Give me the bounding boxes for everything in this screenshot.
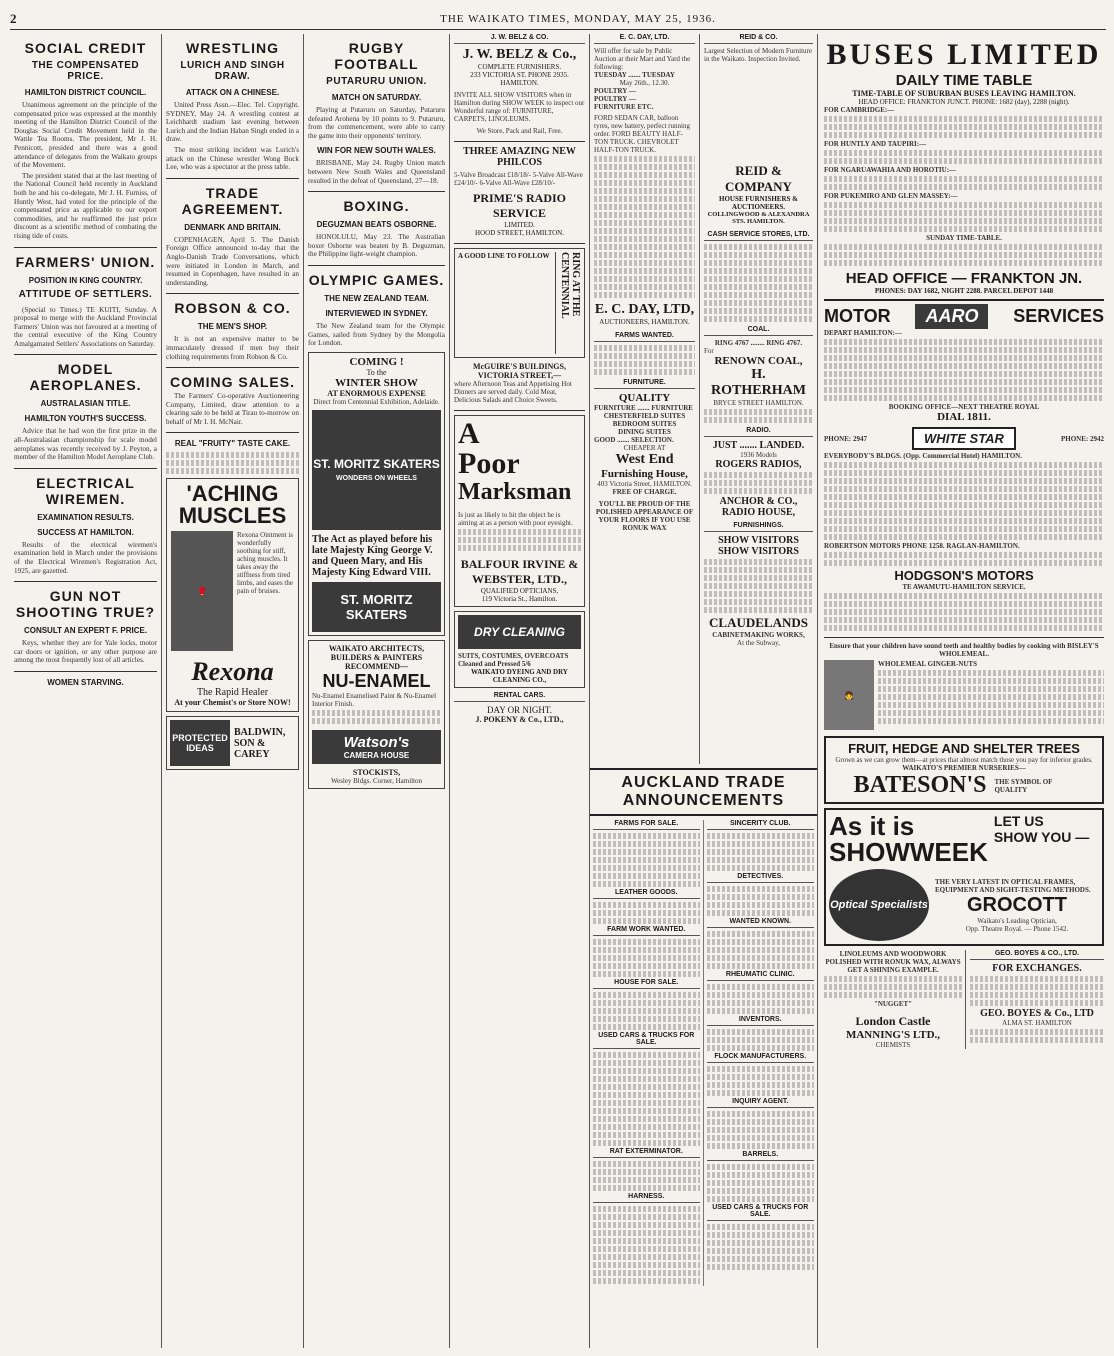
ad-line: COMING ! — [349, 355, 404, 368]
headline-electrical-wiremen: ELECTRICAL WIREMEN. — [36, 474, 135, 507]
headline-trade-agreement: TRADE AGREEMENT. — [181, 184, 284, 217]
ad-text: Nu-Enamel Enamelised Paint & Nu-Enamel Interior Finish. — [312, 691, 437, 708]
fruit-text: Grown as we can grow them—at prices that almost match those you pay for inferior grades. — [835, 756, 1093, 764]
ad-text: For — [704, 347, 714, 355]
banner-left: MOTOR — [824, 306, 891, 326]
auckland-section — [590, 764, 818, 1348]
logo-subtext: CAMERA HOUSE — [343, 750, 410, 760]
article-text: Unanimous agreement on the principle of the compensated price was expressed at the monthly meeting of the Hamilton District Council of the Douglas Social Credit Movement held in the Wattle Tea Rooms. The president, Mr J. H. Pennicott, presided and there was a good attendance of delegates from the Waikato groups of the Movement. — [14, 101, 157, 170]
ad-tagline: The Rapid Healer — [196, 687, 269, 699]
ad-head: FURNITURE. — [594, 379, 695, 389]
banner-right: SERVICES — [1013, 306, 1104, 326]
classified-head: HARNESS. — [593, 1193, 700, 1203]
kicker: REAL "FRUITY" TASTE CAKE. — [174, 439, 291, 449]
kicker: HAMILTON DISTRICT COUNCIL. — [24, 88, 147, 97]
column-5 — [590, 34, 700, 764]
masthead — [10, 8, 1106, 30]
head-office: HEAD OFFICE — FRANKTON JN. — [845, 270, 1083, 287]
bisley-intro: Ensure that your children have sound teeth and healthy bodies by cooking with BISLEY'S WHOLEMEAL. — [829, 642, 1099, 658]
patent-ad — [166, 716, 299, 770]
fruit-title: FRUIT, HEDGE AND SHELTER TREES — [848, 741, 1080, 756]
boyes-address: ALMA ST. HAMILTON — [1002, 1019, 1072, 1027]
ad-head: FARMS WANTED. — [594, 332, 695, 342]
ad-name: Furnishing House, — [601, 468, 688, 480]
booking-office: BOOKING OFFICE—NEXT THEATRE ROYAL — [888, 403, 1040, 411]
ad-text: SUITS, COSTUMES, OVERCOATS Cleaned and Pressed 5/6 — [458, 652, 569, 668]
kicker: INTERVIEWED IN SYDNEY. — [325, 308, 428, 318]
nursery-name: WAIKATO'S PREMIER NURSERIES— — [902, 764, 1026, 772]
ad-head: RENTAL CARS. — [454, 692, 585, 702]
grocott-text: THE VERY LATEST IN OPTICAL FRAMES, EQUIPMENT AND SIGHT-TESTING METHODS. — [935, 877, 1091, 894]
ad-address: COLLINGWOOD & ALEXANDRA STS. HAMILTON. — [707, 211, 810, 225]
grocott-ad — [824, 808, 1104, 946]
column-1 — [10, 34, 162, 1348]
article-text: The Farmers' Co-operative Auctioneering Company, Limited, draw attention to a clearing sale to be held at Tirau to-morrow on behalf of Mr I. H. McNair. — [166, 392, 299, 426]
article-text: (Special to Times.) TE KUITI, Sunday. A proposal to merge with the Auckland Provincial Farmers' Union was not favoured at a meeting of the central executive of the King Country Amalgamated Settlers' Associations on Saturday. — [14, 305, 157, 348]
dry-cleaning-ad — [454, 611, 585, 688]
ad-title: QUALITY — [618, 392, 671, 404]
headline-rugby: RUGBY FOOTBALL — [334, 40, 419, 72]
ad-title: RENOWN COAL, — [714, 355, 803, 367]
nu-enamel-ad — [308, 640, 445, 789]
article-text: BRISBANE, May 24. Rugby Union match between New South Wales and Queensland resulted in the defeat of Queensland, 27—18. — [308, 159, 445, 185]
primes-address: HOOD STREET, HAMILTON. — [475, 229, 564, 237]
ronuk-ad: LINOLEUMS AND WOODWORK POLISHED WITH RONUK WAX, ALWAYS GET A SHINING EXAMPLE. — [825, 950, 961, 974]
classified-head: USED CARS & TRUCKS FOR SALE. — [707, 1204, 815, 1221]
classified-head: FARMS FOR SALE. — [593, 820, 700, 830]
ad-name: CLAUDELANDS — [709, 615, 808, 630]
ad-line: To the — [366, 367, 387, 377]
masthead-title: THE WAIKATO TIMES, MONDAY, MAY 25, 1936. — [440, 12, 716, 25]
article-text: The president stated that at the last meeting of the National Council held recently in Auckland both he and his co-delegate, Mr J. H. Furniss, of Huntly West, had voted for the principle of the compensated price as applicable to our export commodities, and he reaffirmed the just price discount as a scientific method of combating the rising tide of costs. — [14, 171, 157, 240]
route-head: EVERYBODY'S BLDGS. (Opp. Commercial Hotel) HAMILTON. — [824, 452, 1022, 460]
bottom-ads — [824, 950, 1104, 1049]
ad-head: FURNISHINGS. — [704, 522, 813, 532]
kicker: WOMEN STARVING. — [47, 678, 124, 687]
kicker: THE MEN'S SHOP. — [197, 322, 268, 332]
ad-name: H. ROTHERHAM — [711, 367, 806, 398]
headline-wrestling: WRESTLING — [186, 40, 279, 56]
boyes-name: GEO. BOYES & Co., LTD — [980, 1008, 1094, 1019]
ad-sub: 1936 Models — [740, 451, 777, 459]
ad-footer: STOCKISTS, — [352, 767, 401, 777]
headline-social-credit: SOCIAL CREDIT — [24, 40, 147, 56]
kicker: EXAMINATION RESULTS. — [37, 512, 134, 522]
headline-farmers-union: FARMERS' UNION. — [15, 253, 156, 270]
auckland-col-left — [590, 820, 704, 1286]
watsons-logo — [312, 730, 441, 764]
furniture-line: DINING SUITES — [618, 428, 671, 436]
classified-head: INVENTORS. — [707, 1016, 815, 1026]
column-3 — [304, 34, 450, 1348]
skaters-banner: ST. MORITZ SKATERS — [312, 582, 441, 632]
timetable-line: HEAD OFFICE: FRANKTON JUNCT. PHONE: 1682 (day), 2288 (night). — [858, 98, 1070, 106]
ad-head: E. C. DAY, LTD. — [594, 34, 695, 44]
ad-letter: A — [458, 417, 480, 450]
ad-name: REID & COMPANY — [725, 163, 792, 194]
auction-line: POULTRY — — [594, 95, 636, 103]
ad-head: J. W. BELZ & CO. — [454, 34, 585, 44]
ad-name: E. C. DAY, LTD, — [594, 302, 695, 317]
ad-line: SHOW VISITORS — [718, 546, 799, 557]
classified-head: LEATHER GOODS. — [593, 889, 700, 899]
good-line-ad — [454, 248, 585, 358]
ad-intro: Will offer for sale by Public Auction at their Mart and Yard the following: — [594, 47, 691, 71]
route-head: FOR HUNTLY AND TAUPIRI:— — [824, 140, 927, 148]
article-text: It is not an expensive matter to be immaculately dressed if men buy their clothing requirements from Robson & Co. — [166, 335, 299, 361]
classified-head: SINCERITY CLUB. — [707, 820, 815, 830]
auction-line: May 26th., 12.30. — [619, 79, 670, 87]
route-head: FOR NGARUAWAHIA AND HOROTIU:— — [824, 166, 957, 174]
rexona-brand: Rexona — [191, 657, 274, 687]
bateson-name: BATESON'S — [853, 772, 987, 798]
ad-title: J. W. BELZ & Co., — [462, 47, 577, 62]
section-title: AUCKLAND TRADE ANNOUNCEMENTS — [590, 768, 817, 816]
ad-name: J. POKENY & Co., LTD., — [475, 715, 564, 724]
ad-sub: CABINETMAKING WORKS, — [712, 631, 805, 639]
ad-title: NU-ENAMEL — [322, 670, 431, 691]
phone-left: PHONE: 2947 — [824, 434, 867, 443]
ad-sub: HOUSE FURNISHERS & AUCTIONEERS. — [719, 195, 798, 211]
classified-head: FLOCK MANUFACTURERS. — [707, 1053, 815, 1063]
ad-head: GEO. BOYES & CO., LTD. — [970, 950, 1104, 960]
ad-text: FORD SEDAN CAR, balloon tyres, new battery, perfect running order. FORD BEAUTY HALF-TON TRUCK. CHEVROLET HALF-TON TRUCK. — [594, 114, 690, 154]
ad-text: YOU'LL BE PROUD OF THE POLISHED APPEARANCE OF YOUR FLOORS IF YOU USE RONUK WAX — [595, 500, 694, 532]
classified-head: INQUIRY AGENT. — [707, 1098, 815, 1108]
aaro-logo: AARO — [915, 304, 988, 329]
column-2 — [162, 34, 304, 1348]
mother-illustration: 👧 — [824, 660, 874, 730]
patent-name: BALDWIN, SON & CAREY — [234, 726, 286, 760]
headline-coming-sales: COMING SALES. — [169, 374, 295, 391]
classified-head: FARM WORK WANTED. — [593, 926, 700, 936]
ad-word: Poor — [458, 447, 520, 480]
ad-line: Direct from Centennial Exhibition, Adelaide. — [313, 397, 440, 406]
article-text: United Press Assn.—Elec. Tel. Copyright. SYDNEY, May 24. A wrestling contest at Leichhardt stadium last evening between Lurich and the Indian Haban Singh ended in a draw. — [166, 101, 299, 144]
balfour-name: BALFOUR IRVINE & WEBSTER, LTD., — [460, 557, 579, 586]
ad-title: A GOOD LINE TO FOLLOW — [458, 252, 550, 260]
column-6 — [700, 34, 818, 764]
ad-footer: We Store, Pack and Rail, Free. — [476, 127, 563, 135]
article-text: The most striking incident was Lurich's attack on the Chinese wrestler Wong Buck Lee, who was a spectator at the press table. — [166, 145, 299, 172]
page-number: 2 — [10, 10, 17, 26]
article-text: Keys, whether they are for Yale locks, motor car doors or ignition, or any other purpose are among the most frequently lost of all articles. — [14, 639, 157, 665]
ad-address: Wesley Bldgs. Corner, Hamilton — [330, 776, 423, 785]
exchanges-title: FOR EXCHANGES. — [992, 963, 1082, 974]
ad-head: RADIO. — [704, 427, 813, 437]
furniture-line: GOOD ....... SELECTION. — [594, 436, 674, 444]
nugget: "NUGGET" — [873, 1000, 913, 1008]
kicker: ATTACK ON A CHINESE. — [185, 88, 280, 97]
ad-banner: DRY CLEANING — [458, 615, 581, 649]
classified-head: RAT EXTERMINATOR. — [593, 1148, 700, 1158]
ad-line: SHOW VISITORS — [718, 535, 799, 546]
article-text: Results of the electrical wiremen's examination held in March under the provisions of the Electrical Wiremen's Registration Act, 1925, are gazetted. — [14, 540, 157, 575]
auction-line: POULTRY — — [594, 87, 636, 95]
sunday-head: SUNDAY TIME-TABLE. — [926, 234, 1002, 242]
article-text: HONOLULU, May 23. The Australian boxer Osborne was beaten by B. Deguzman, the Philippine light-weight champion. — [308, 233, 445, 259]
ad-name: ANCHOR & CO., — [719, 496, 798, 507]
kicker: DENMARK AND BRITAIN. — [184, 222, 281, 232]
ad-line: SHOW YOU — — [993, 829, 1090, 845]
ad-footer: CHEAPER AT — [623, 444, 666, 452]
ad-head: WAIKATO ARCHITECTS, BUILDERS & PAINTERS RECOMMEND— — [328, 643, 425, 671]
article-text: Advice that he had won the first prize in the all-Australasian championship for scale model aeroplanes was recently received by J. Peyton, a member of the Hamilton Model Aeroplane Club. — [14, 427, 157, 462]
primes-name: PRIME'S RADIO SERVICE — [472, 191, 566, 220]
castle-name: London Castle — [855, 1014, 931, 1028]
head-office-phone: PHONES: DAY 1682, NIGHT 2288. PARCEL DEPOT 1448 — [874, 287, 1054, 295]
classified-head: WANTED KNOWN. — [707, 918, 815, 928]
phone-right: PHONE: 2942 — [1061, 434, 1104, 443]
auction-line: TUESDAY ....... TUESDAY — [594, 71, 675, 79]
classified-head: BARRELS. — [707, 1151, 815, 1161]
classified-head: DETECTIVES. — [707, 873, 815, 883]
white-star-banner — [824, 427, 1104, 450]
philco-title: THREE AMAZING NEW PHILCOS — [463, 146, 576, 168]
ad-intro: Largest Selection of Modern Furniture in the Waikato. Inspection Invited. — [704, 47, 812, 63]
patent-title: PROTECTED IDEAS — [170, 720, 230, 766]
column-7 — [820, 34, 1108, 1348]
subhead: THE COMPENSATED PRICE. — [31, 60, 140, 82]
ad-title: 'ACHING MUSCLES — [178, 481, 287, 529]
ad-line: SHOWWEEK — [829, 837, 988, 867]
ad-line: As it is — [829, 811, 915, 841]
article-text: Playing at Putaruru on Saturday, Putaruru defeated Arohena by 10 points to 9. Putaruru, from the commencement, were able to carry the game into their opponents' territory. — [308, 106, 445, 140]
article-text: COPENHAGEN, April 5. The Danish Foreign Office announced to-day that the Anglo-Danish Trade Conversations, which were initiated in London in March, and resumed in Copenhagen, have resulted in an understanding. — [166, 235, 299, 287]
rexona-ad — [166, 478, 299, 712]
marksman-ad — [454, 415, 585, 607]
bisley-ad — [824, 660, 1104, 730]
route-head: FOR PUKEMIRO AND GLEN MASSEY:— — [824, 192, 958, 200]
classified-head: USED CARS & TRUCKS FOR SALE. — [593, 1032, 700, 1049]
kicker: DEGUZMAN BEATS OSBORNE. — [316, 220, 437, 230]
ad-brand: ROGERS RADIOS, — [715, 459, 802, 470]
route-head: FOR CAMBRIDGE:— — [824, 106, 895, 114]
kicker: WIN FOR NEW SOUTH WALES. — [317, 146, 436, 156]
kicker: AUSTRALASIAN TITLE. — [40, 399, 131, 409]
kicker: CONSULT AN EXPERT F. PRICE. — [23, 626, 148, 636]
primes-sub: LIMITED. — [504, 221, 535, 229]
ad-name: West End — [615, 452, 674, 467]
auction-line: FURNITURE ETC. — [594, 103, 654, 111]
optical-logo: Optical Specialists — [829, 869, 929, 941]
logo-text: Watson's — [343, 733, 410, 751]
hodgson-sub: TE AWAMUTU-HAMILTON SERVICE. — [902, 583, 1026, 591]
classified-head: HOUSE FOR SALE. — [593, 979, 700, 989]
ad-text: where Afternoon Teas and Appetising Hot Dinners are served daily. Cold Meat, Delicious Salads and Choice Sweets. — [454, 380, 572, 404]
kicker: POSITION IN KING COUNTRY. — [28, 275, 143, 285]
ad-line: AT ENORMOUS EXPENSE — [327, 388, 426, 398]
ad-caption: The Act as played before his late Majesty King George V. and Queen Mary, and His Majesty King Edward VIII. — [312, 533, 433, 578]
grocott-sub: Waikato's Leading Optician, — [977, 916, 1057, 925]
ad-text: INVITE ALL SHOW VISITORS when in Hamilton during SHOW WEEK to inspect our Wonderful range of: FURNITURE, CARPETS, LINOLEUMS. — [454, 91, 585, 123]
headline-gun: GUN NOT SHOOTING TRUE? — [15, 588, 156, 621]
bisley-title: WHOLEMEAL GINGER-NUTS — [878, 660, 977, 668]
bateson-ad — [824, 736, 1104, 804]
balfour-sub: QUALIFIED OPTICIANS, — [480, 587, 559, 595]
ad-name: RADIO HOUSE, — [721, 507, 796, 518]
kicker: THE NEW ZEALAND TEAM. — [324, 293, 429, 303]
grocott-address: Opp. Theatre Royal. — Phone 1542. — [965, 924, 1069, 933]
ad-address: 233 VICTORIA ST. PHONE 2935. — [470, 71, 569, 79]
furniture-line: FURNITURE ....... FURNITURE — [594, 404, 693, 412]
headline-boxing: BOXING. — [343, 198, 410, 215]
aaro-banner — [824, 299, 1104, 329]
ad-text: DAY OR NIGHT. — [487, 705, 552, 715]
ad-footer: At your Chemist's or Store NOW! — [174, 698, 291, 708]
mannings-name: MANNING'S LTD., — [845, 1029, 941, 1041]
kicker: SUCCESS AT HAMILTON. — [37, 527, 134, 537]
kicker: HAMILTON YOUTH'S SUCCESS. — [24, 414, 147, 424]
ad-address: BRYCE STREET HAMILTON. — [713, 399, 804, 407]
ad-line: LET US — [993, 813, 1044, 829]
skaters-ad — [308, 352, 445, 636]
balfour-address: 119 Victoria St., Hamilton. — [481, 595, 558, 603]
ad-word: Marksman — [458, 479, 572, 505]
philco-prices: 5-Valve Broadcast £18/18/- 5-Valve All-Wave £24/10/- 6-Valve All-Wave £28/10/- — [454, 171, 583, 187]
kicker: MATCH ON SATURDAY. — [331, 93, 422, 102]
ad-name: McGUIRE'S BUILDINGS, VICTORIA STREET,— — [473, 362, 566, 380]
ad-head: CASH SERVICE STORES, LTD. — [704, 231, 813, 241]
auction-lines — [594, 71, 695, 111]
timetable-subtitle: DAILY TIME TABLE — [895, 72, 1033, 89]
photo-caption: ST. MORITZ SKATERS — [313, 457, 440, 472]
headline-robson: ROBSON & CO. — [174, 300, 291, 317]
ad-line: WINTER SHOW — [335, 376, 418, 389]
auckland-col-right — [704, 820, 818, 1286]
hodgson-name: HODGSON'S MOTORS — [894, 568, 1034, 583]
subhead: ATTITUDE OF SETTLERS. — [18, 288, 153, 300]
ad-text: Rexona Ointment is wonderfully soothing for stiff, aching muscles. It takes away the stiffness from tired limbs, and eases the pain of bruises. — [237, 531, 293, 596]
furniture-line: CHESTERFIELD SUITES — [603, 412, 686, 420]
ad-name: WAIKATO DYEING AND DRY CLEANING CO., — [471, 668, 568, 684]
vertical-banner: RING AT THE CENTENNIAL — [555, 252, 581, 354]
subhead: LURICH AND SINGH DRAW. — [180, 60, 285, 82]
headline-model-aeroplanes: MODEL AEROPLANES. — [29, 361, 142, 394]
ad-city: HAMILTON. — [500, 79, 539, 87]
classified-head: RHEUMATIC CLINIC. — [707, 971, 815, 981]
headline-olympic: OLYMPIC GAMES. — [308, 271, 445, 288]
ad-title: JUST ....... LANDED. — [712, 440, 805, 451]
skaters-photo — [312, 410, 441, 530]
mannings-sub: CHEMISTS — [875, 1041, 911, 1049]
furniture-line: BEDROOM SUITES — [612, 420, 677, 428]
timetable-line: TIME-TABLE OF SUBURBAN BUSES LEAVING HAMILTON. — [852, 89, 1076, 98]
bateson-sub: THE SYMBOL OF QUALITY — [994, 777, 1053, 794]
column-4 — [450, 34, 590, 1348]
ad-address: At the Subway, — [737, 639, 780, 647]
ad-address: 403 Victoria Street, HAMILTON. — [597, 480, 692, 488]
route-head: DEPART HAMILTON:— — [824, 329, 902, 337]
white-star-logo: WHITE STAR — [912, 427, 1016, 450]
ad-head: REID & CO. — [704, 34, 813, 44]
route-head: ROBERTSON MOTORS PHONE 1258. RAGLAN-HAMILTON. — [824, 542, 1020, 550]
grocott-name: GROCOTT — [967, 893, 1067, 916]
subhead: PUTARURU UNION. — [326, 76, 427, 87]
boxers-illustration: 🥊 — [171, 531, 233, 651]
buses-title: BUSES LIMITED — [826, 38, 1102, 71]
ad-text: RING 4767 ........ RING 4767. — [714, 339, 803, 347]
ad-text: FREE OF CHARGE. — [612, 488, 677, 496]
dial-number: DIAL 1811. — [937, 411, 991, 423]
ad-sub: AUCTIONEERS, HAMILTON. — [599, 318, 690, 326]
photo-subcaption: WONDERS ON WHEELS — [336, 475, 417, 483]
ad-sub: COMPLETE FURNISHERS. — [477, 63, 562, 71]
article-text: The New Zealand team for the Olympic Games, sailed from Sydney by the Mongolia for London. — [308, 321, 445, 348]
ad-text: Is just as likely to hit the object he is aiming at as a person with poor eyesight. — [458, 511, 573, 527]
ad-head: COAL. — [704, 326, 813, 336]
